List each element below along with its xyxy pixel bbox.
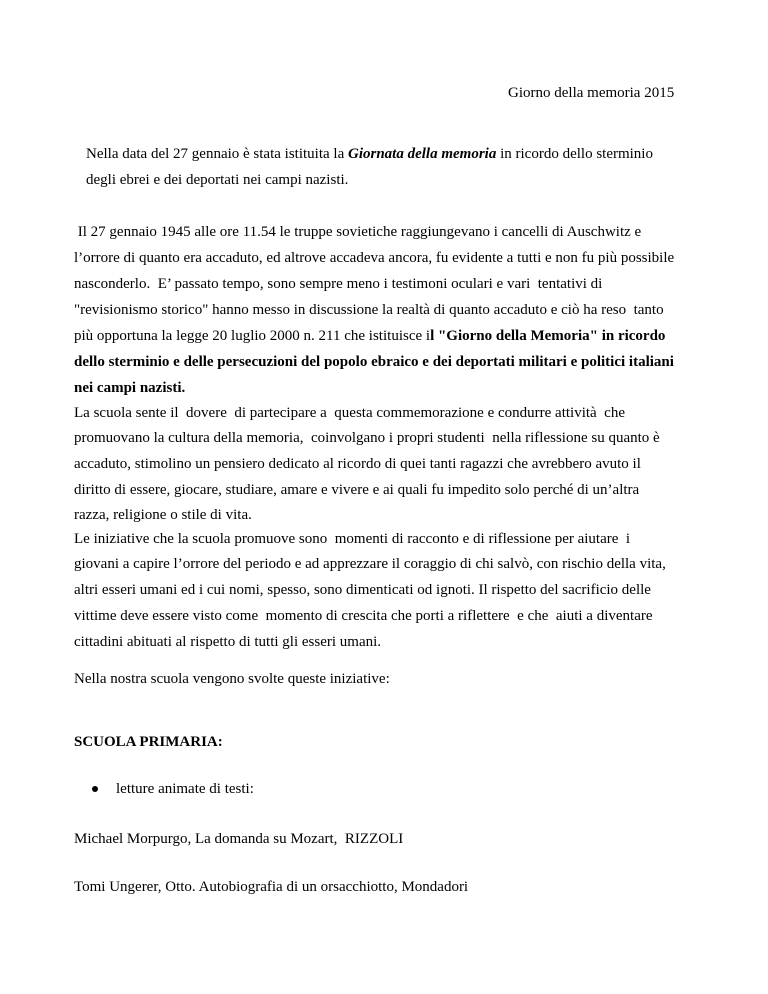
bold-line: nei campi nazisti. xyxy=(74,380,186,396)
law-line xyxy=(74,323,714,349)
body-line: nasconderlo. E’ passato tempo, sono sempre meno i testimoni oculari e vari tentativi di xyxy=(74,276,603,292)
book-entry: Michael Morpurgo, La domanda su Mozart, RIZZOLI xyxy=(74,831,404,847)
document-title: Giorno della memoria 2015 xyxy=(508,85,675,101)
initiative-line: Le iniziative che la scuola promuove sono momenti di racconto e di riflessione per aiutare i xyxy=(74,531,631,547)
school-line: La scuola sente il dovere di partecipare a questa commemorazione e condurre attività che xyxy=(74,405,626,421)
bullet-label: letture animate di testi: xyxy=(116,781,254,797)
bullet-icon xyxy=(92,786,98,792)
law-line-bold: l "Giorno della Memoria" in ricordo xyxy=(430,328,666,344)
initiative-line: cittadini abituati al rispetto di tutti gli esseri umani. xyxy=(74,634,382,650)
bullet-item xyxy=(92,779,254,799)
intro-line-1 xyxy=(86,141,706,167)
initiative-line: vittime deve essere visto come momento di crescita che porti a riflettere e che aiuti a diventare xyxy=(74,608,653,624)
main-paragraph xyxy=(74,219,714,655)
school-line: diritto di essere, giocare, studiare, amare e vivere e ai quali fu impedito solo perché di un’altra xyxy=(74,482,640,498)
intro-paragraph xyxy=(86,141,706,193)
book-entry: Tomi Ungerer, Otto. Autobiografia di un orsacchiotto, Mondadori xyxy=(74,879,469,895)
school-line: promuovano la cultura della memoria, coinvolgano i propri studenti nella riflessione su quanto è xyxy=(74,430,660,446)
initiative-line: altri esseri umani ed i cui nomi, spesso, sono dimenticati od ignoti. Il rispetto del sacrificio delle xyxy=(74,582,651,598)
intro-line-2: degli ebrei e dei deportati nei campi nazisti. xyxy=(86,172,349,188)
law-line-start: più opportuna la legge 20 luglio 2000 n. 211 che istituisce i xyxy=(74,328,431,344)
initiative-line: giovani a capire l’orrore del periodo e ad apprezzare il coraggio di chi salvò, con rischio della vita, xyxy=(74,556,666,572)
list-intro: Nella nostra scuola vengono svolte queste iniziative: xyxy=(74,671,390,687)
school-line: accaduto, stimolino un pensiero dedicato al ricordo di quei tanti ragazzi che avrebbero avuto il xyxy=(74,456,641,472)
bold-line: dello sterminio e delle persecuzioni del popolo ebraico e dei deportati militari e politici italiani xyxy=(74,354,674,370)
intro-text-end: in ricordo dello sterminio xyxy=(496,146,653,162)
body-line: Il 27 gennaio 1945 alle ore 11.54 le truppe sovietiche raggiungevano i cancelli di Auschwitz e xyxy=(74,224,642,240)
intro-emphasis: Giornata della memoria xyxy=(348,146,497,162)
body-line: "revisionismo storico" hanno messo in discussione la realtà di quanto accaduto e ciò ha reso tanto xyxy=(74,302,664,318)
body-line: l’orrore di quanto era accaduto, ed altrove accadeva ancora, fu evidente a tutti e non fu più possibile xyxy=(74,250,675,266)
section-heading: SCUOLA PRIMARIA: xyxy=(74,734,223,750)
intro-text-start: Nella data del 27 gennaio è stata istituita la xyxy=(86,146,348,162)
school-line: razza, religione o stile di vita. xyxy=(74,507,252,523)
